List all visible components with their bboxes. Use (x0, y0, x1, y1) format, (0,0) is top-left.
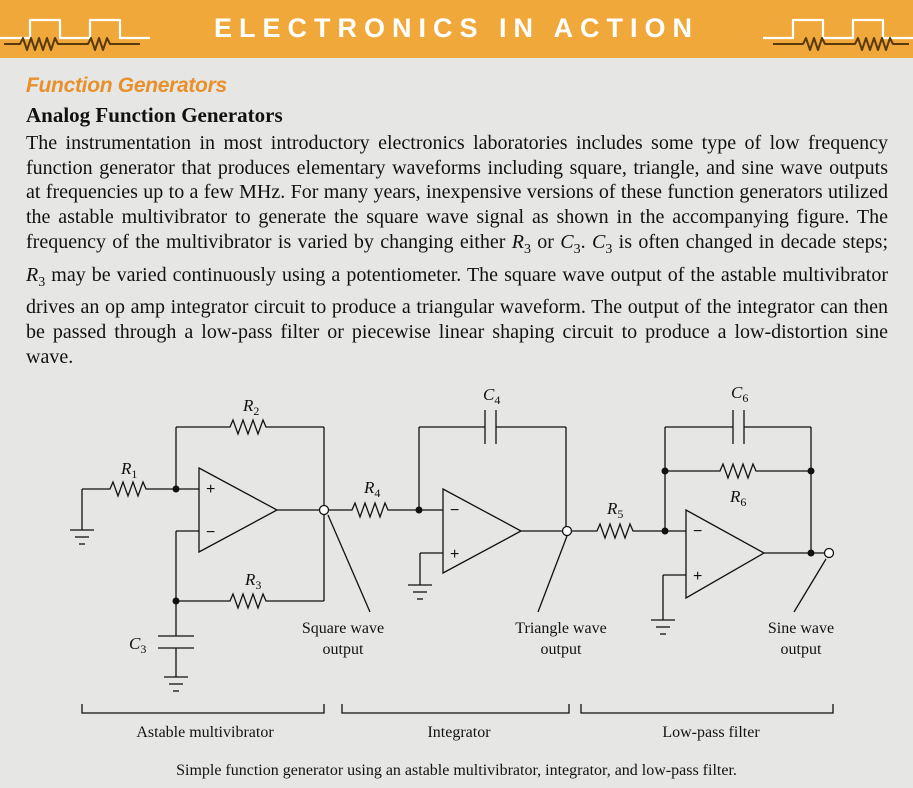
square-output-label-2: output (322, 641, 364, 658)
opamp2-plus: + (450, 546, 460, 563)
sine-output-label-2: output (780, 641, 822, 658)
square-output-label-1: Square wave (301, 620, 385, 637)
section-title: Function Generators (26, 74, 227, 97)
opamp1-minus: − (206, 524, 216, 541)
function-generator-schematic (0, 380, 913, 758)
stage-filter-label: Low-pass filter (662, 724, 760, 741)
label-r4: $R_4$ (364, 478, 381, 500)
triangle-output-label-1: Triangle wave (515, 620, 607, 637)
sine-output-label-1: Sine wave (767, 620, 835, 637)
label-r6: $R_6$ (730, 487, 747, 509)
header-banner (0, 0, 913, 58)
stage-astable-label: Astable multivibrator (136, 724, 274, 741)
label-r2: $R_2$ (243, 396, 260, 418)
resistor-r6 (665, 464, 811, 478)
resistor-r5 (570, 524, 665, 538)
square-output-terminal (320, 506, 329, 515)
sine-output-terminal (825, 549, 834, 558)
resistor-r4 (328, 503, 419, 517)
body-paragraph: The instrumentation in most introductory electronics laboratories includes some type of low frequency function generator that produces elementary waveforms including square, triangle, and sine wave outputs at frequencies up to a few MHz. For many years, inexpensive versions of these function generators utilized the astable multivibrator to generate the square wave signal as shown in the accompanying figure. The frequency of the multivibrator is varied by changing either $R_3$ or $C_3$. $C_3$ is often changed in decade steps; $R_3$ may be varied continuously using a potentiometer. The square wave output of the astable multivibrator drives an op amp integrator circuit to produce a triangular waveform. The output of the integrator can then be passed through a low-pass filter or piecewise linear shaping circuit to produce a low-distortion sine wave. (26, 132, 888, 368)
resistor-r1 (82, 482, 176, 496)
label-c3: $C_3$ (129, 634, 147, 656)
opamp1-plus: + (206, 481, 216, 498)
label-r3: $R_3$ (245, 570, 262, 592)
opamp2-minus: − (450, 502, 460, 519)
banner-title: ELECTRONICS IN ACTION (213, 13, 699, 43)
triangle-output-label-2: output (540, 641, 582, 658)
opamp3-plus: + (693, 568, 703, 585)
label-c6: $C_6$ (731, 383, 749, 405)
label-c4: $C_4$ (483, 385, 501, 407)
opamp3-minus: − (693, 523, 703, 540)
triangle-output-terminal (563, 527, 572, 536)
label-r5: $R_5$ (607, 499, 624, 521)
resistor-r2 (176, 420, 324, 434)
stage-integrator-label: Integrator (427, 724, 491, 741)
figure-caption: Simple function generator using an astable multivibrator, integrator, and low-pass filter. (176, 762, 737, 779)
label-r1: $R_1$ (121, 459, 138, 481)
subtitle: Analog Function Generators (26, 103, 283, 127)
resistor-r3 (176, 594, 324, 608)
